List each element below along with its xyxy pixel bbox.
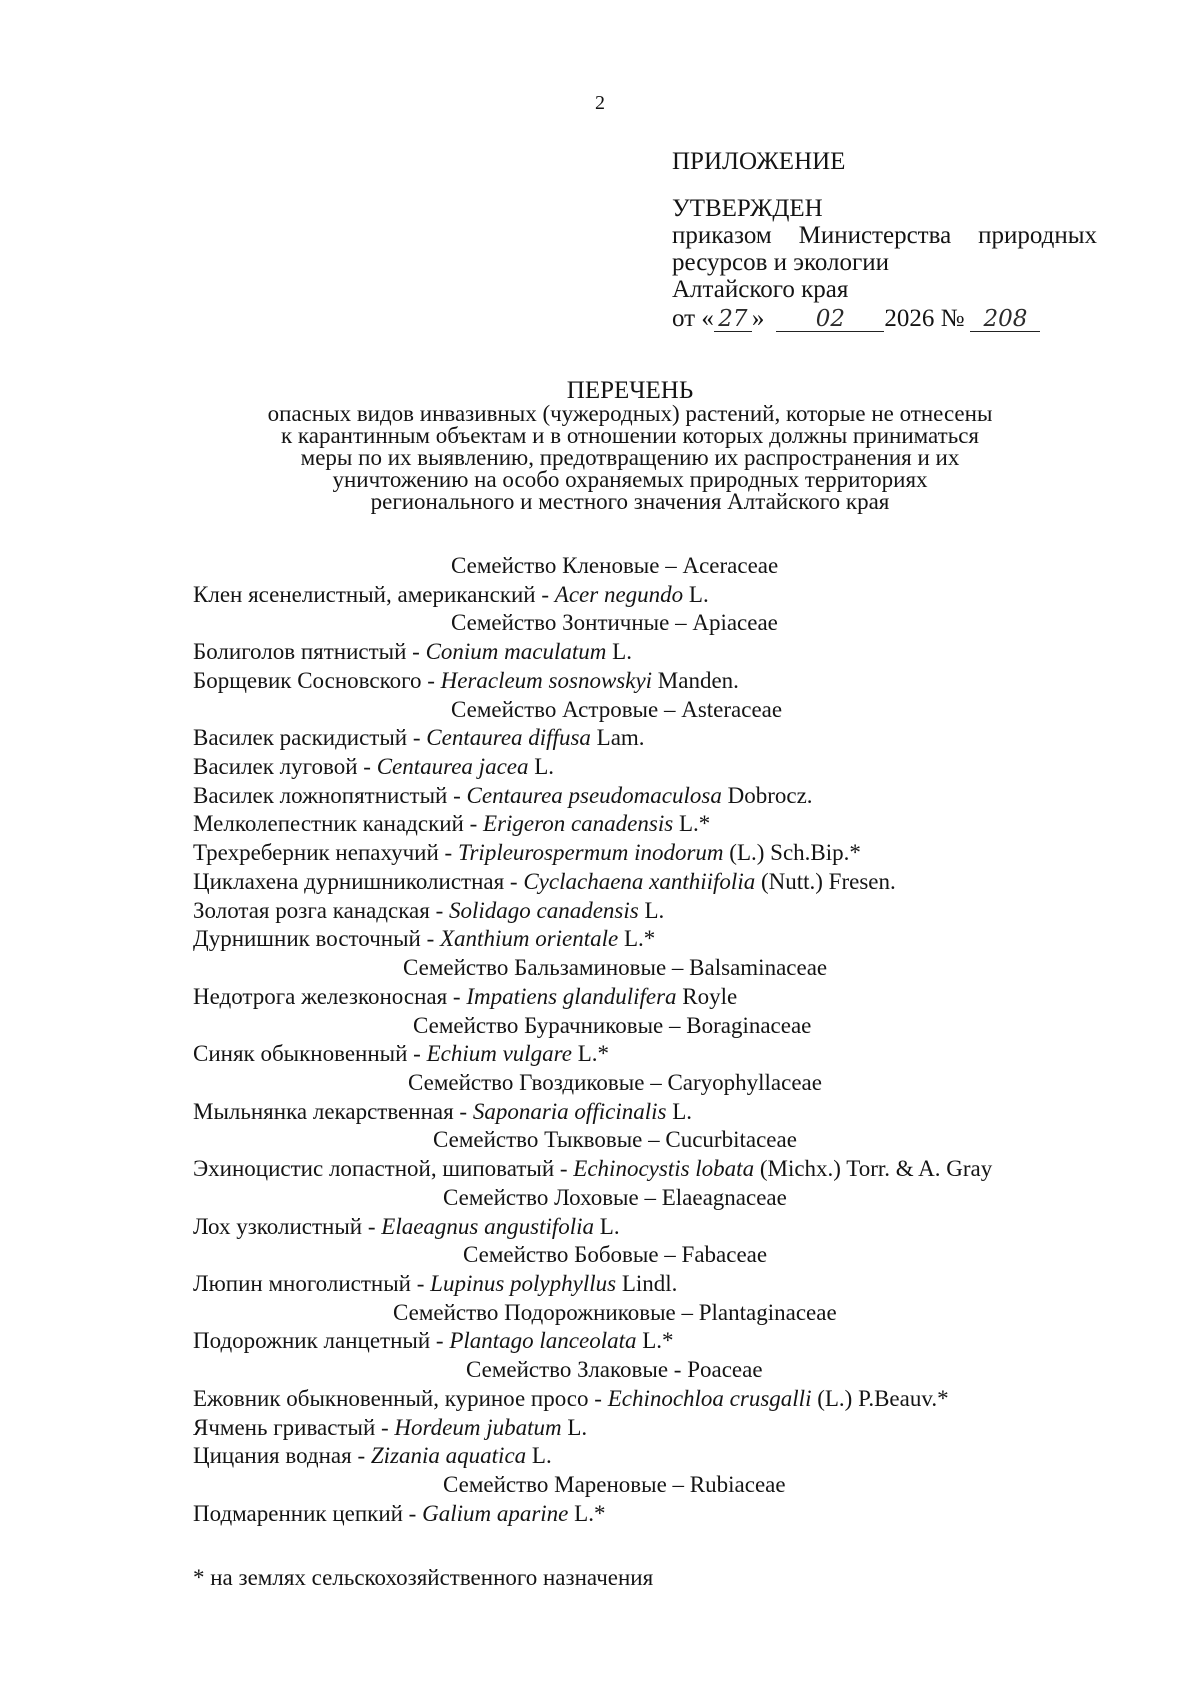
species-russian-name: Василек раскидистый - bbox=[193, 725, 427, 751]
species-russian-name: Золотая розга канадская - bbox=[193, 897, 449, 923]
species-russian-name: Василек луговой - bbox=[193, 754, 377, 780]
page-number: 2 bbox=[595, 92, 605, 114]
species-russian-name: Подмаренник цепкий - bbox=[193, 1500, 423, 1526]
signer-word-1: приказом bbox=[672, 222, 772, 249]
species-row bbox=[193, 1414, 1143, 1443]
species-row bbox=[193, 1500, 1143, 1529]
species-latin-name: Tripleurospermum inodorum bbox=[457, 840, 724, 866]
species-latin-name: Centaurea pseudomaculosa bbox=[466, 782, 722, 808]
species-latin-name: Galium aparine bbox=[422, 1500, 569, 1526]
species-latin-name: Lupinus polyphyllus bbox=[430, 1270, 617, 1296]
species-row bbox=[193, 1442, 1143, 1471]
species-latin-name: Zizania aquatica bbox=[370, 1443, 527, 1469]
species-list bbox=[193, 552, 1143, 1528]
species-latin-name: Echinocystis lobata bbox=[573, 1156, 755, 1182]
species-row bbox=[193, 1040, 1143, 1069]
species-russian-name: Недотрога железконосная - bbox=[193, 983, 467, 1009]
species-author: L. bbox=[606, 639, 632, 665]
species-author: Manden. bbox=[652, 667, 739, 693]
species-row bbox=[193, 638, 1143, 667]
family-heading: Семейство Злаковые - Poaceae bbox=[466, 1357, 763, 1383]
species-row bbox=[193, 810, 1143, 839]
species-author: L.* bbox=[572, 1041, 610, 1067]
family-heading: Семейство Кленовые – Aceraceae bbox=[451, 553, 779, 578]
species-author: L. bbox=[561, 1414, 588, 1440]
species-russian-name: Борщевик Сосновского - bbox=[193, 667, 441, 693]
approval-status: УТВЕРЖДЕН bbox=[672, 195, 823, 222]
heading-line: меры по их выявлению, предотвращению их распространения и их bbox=[300, 445, 960, 470]
species-author: Lam. bbox=[590, 725, 645, 751]
species-author: L. bbox=[666, 1098, 692, 1124]
species-row bbox=[193, 839, 1143, 868]
approval-block bbox=[672, 148, 1097, 332]
family-heading: Семейство Бальзаминовые – Balsaminaceae bbox=[403, 955, 828, 981]
species-latin-name: Xanthium orientale bbox=[440, 926, 619, 952]
species-row bbox=[193, 1213, 1143, 1242]
species-russian-name: Синяк обыкновенный - bbox=[193, 1041, 427, 1067]
species-latin-name: Cyclachaena xanthiifolia bbox=[523, 868, 756, 894]
species-row bbox=[193, 1327, 1143, 1356]
family-heading: Семейство Лоховые – Elaeagnaceae bbox=[443, 1184, 787, 1210]
species-latin-name: Centaurea jacea bbox=[376, 754, 529, 780]
family-heading: Семейство Подорожниковые – Plantaginaceae bbox=[393, 1299, 837, 1325]
species-author: L. bbox=[594, 1213, 620, 1239]
species-latin-name: Erigeron canadensis bbox=[483, 811, 674, 837]
heading-line: регионального и местного значения Алтайского края bbox=[370, 489, 890, 514]
species-row bbox=[193, 868, 1143, 897]
species-latin-name: Saponaria officinalis bbox=[472, 1098, 667, 1124]
species-author: (L.) Sch.Bip.* bbox=[723, 840, 861, 866]
document-heading bbox=[160, 377, 1100, 514]
date-mid: » bbox=[751, 305, 765, 332]
signer-line-3: Алтайского края bbox=[672, 276, 849, 303]
species-latin-name: Plantago lanceolata bbox=[449, 1328, 637, 1354]
signer-line-1 bbox=[672, 222, 1097, 249]
heading-line: опасных видов инвазивных (чужеродных) растений, которые не отнесены bbox=[267, 401, 993, 426]
species-russian-name: Мыльнянка лекарственная - bbox=[193, 1098, 473, 1124]
date-prefix: от « bbox=[672, 305, 714, 332]
species-row bbox=[193, 667, 1143, 696]
species-row bbox=[193, 897, 1143, 926]
species-russian-name: Люпин многолистный - bbox=[193, 1270, 431, 1296]
species-latin-name: Acer negundo bbox=[554, 581, 684, 607]
species-row bbox=[193, 782, 1143, 811]
species-russian-name: Эхиноцистис лопастной, шиповатый - bbox=[193, 1156, 574, 1182]
species-latin-name: Echinochloa crusgalli bbox=[607, 1385, 812, 1411]
family-heading: Семейство Астровые – Asteraceae bbox=[451, 696, 783, 722]
document-title: ПЕРЕЧЕНЬ bbox=[566, 377, 694, 404]
appendix-label: ПРИЛОЖЕНИЕ bbox=[672, 148, 846, 175]
family-heading: Семейство Зонтичные – Apiaceae bbox=[451, 610, 778, 636]
species-author: Royle bbox=[676, 983, 738, 1009]
species-russian-name: Ячмень гривастый - bbox=[193, 1414, 395, 1440]
family-heading: Семейство Бобовые – Fabaceae bbox=[463, 1242, 768, 1268]
species-author: L. bbox=[528, 754, 555, 780]
species-russian-name: Подорожник ланцетный - bbox=[193, 1328, 450, 1354]
species-russian-name: Мелколепестник канадский - bbox=[193, 811, 484, 837]
species-russian-name: Клен ясенелистный, американский - bbox=[193, 581, 555, 607]
species-latin-name: Hordeum jubatum bbox=[394, 1414, 562, 1440]
species-latin-name: Impatiens glandulifera bbox=[466, 983, 677, 1009]
order-date-line bbox=[672, 305, 1097, 332]
species-russian-name: Болиголов пятнистый - bbox=[193, 639, 426, 665]
species-russian-name: Лох узколистный - bbox=[193, 1213, 382, 1239]
species-row bbox=[193, 1155, 1143, 1184]
species-russian-name: Трехреберник непахучий - bbox=[193, 840, 458, 866]
species-latin-name: Elaeagnus angustifolia bbox=[381, 1213, 595, 1239]
species-author: Lindl. bbox=[616, 1270, 678, 1296]
family-heading: Семейство Гвоздиковые – Caryophyllaceae bbox=[408, 1069, 822, 1095]
species-author: Dobrocz. bbox=[721, 782, 813, 808]
species-row bbox=[193, 724, 1143, 753]
family-heading: Семейство Бурачниковые – Boraginaceae bbox=[413, 1012, 812, 1038]
signer-line-2: ресурсов и экологии bbox=[672, 249, 890, 276]
date-year: 2026 № bbox=[884, 305, 965, 332]
species-russian-name: Цицания водная - bbox=[193, 1443, 371, 1469]
handwritten-month: 02 bbox=[776, 307, 884, 332]
species-author: (Nutt.) Fresen. bbox=[755, 868, 896, 894]
species-row bbox=[193, 1385, 1143, 1414]
family-heading: Семейство Тыквовые – Cucurbitaceae bbox=[433, 1127, 797, 1153]
species-author: L.* bbox=[568, 1500, 606, 1526]
species-row bbox=[193, 753, 1143, 782]
species-author: L. bbox=[526, 1443, 552, 1469]
heading-line: уничтожению на особо охраняемых природных территориях bbox=[332, 467, 928, 492]
species-russian-name: Ежовник обыкновенный, куриное просо - bbox=[193, 1385, 608, 1411]
species-author: L. bbox=[683, 581, 709, 607]
species-row bbox=[193, 925, 1143, 954]
species-row bbox=[193, 1270, 1143, 1299]
species-latin-name: Solidago canadensis bbox=[448, 897, 639, 923]
species-author: L.* bbox=[618, 926, 656, 952]
species-author: L.* bbox=[673, 811, 711, 837]
species-row bbox=[193, 983, 1143, 1012]
handwritten-day: 27 bbox=[714, 307, 752, 332]
signer-word-3: природных bbox=[978, 222, 1097, 249]
species-russian-name: Дурнишник восточный - bbox=[193, 926, 440, 952]
species-author: L.* bbox=[636, 1328, 674, 1354]
species-row bbox=[193, 1098, 1143, 1127]
family-heading: Семейство Мареновые – Rubiaceae bbox=[443, 1472, 786, 1497]
species-latin-name: Heracleum sosnowskyi bbox=[440, 667, 653, 693]
species-latin-name: Conium maculatum bbox=[425, 639, 607, 665]
species-latin-name: Echium vulgare bbox=[426, 1041, 572, 1067]
species-russian-name: Василек ложнопятнистый - bbox=[193, 782, 467, 808]
footnote: * на землях сельскохозяйственного назначения bbox=[193, 1565, 654, 1590]
handwritten-order-number: 208 bbox=[970, 307, 1040, 332]
species-russian-name: Циклахена дурнишниколистная - bbox=[193, 868, 524, 894]
species-row bbox=[193, 581, 1143, 610]
species-author: (Michx.) Torr. & A. Gray bbox=[754, 1156, 993, 1182]
heading-line: к карантинным объектам и в отношении которых должны приниматься bbox=[281, 423, 979, 448]
species-author: (L.) P.Beauv.* bbox=[811, 1385, 949, 1411]
signer-word-2: Министерства bbox=[798, 222, 952, 249]
species-author: L. bbox=[638, 897, 665, 923]
species-latin-name: Centaurea diffusa bbox=[426, 725, 591, 751]
